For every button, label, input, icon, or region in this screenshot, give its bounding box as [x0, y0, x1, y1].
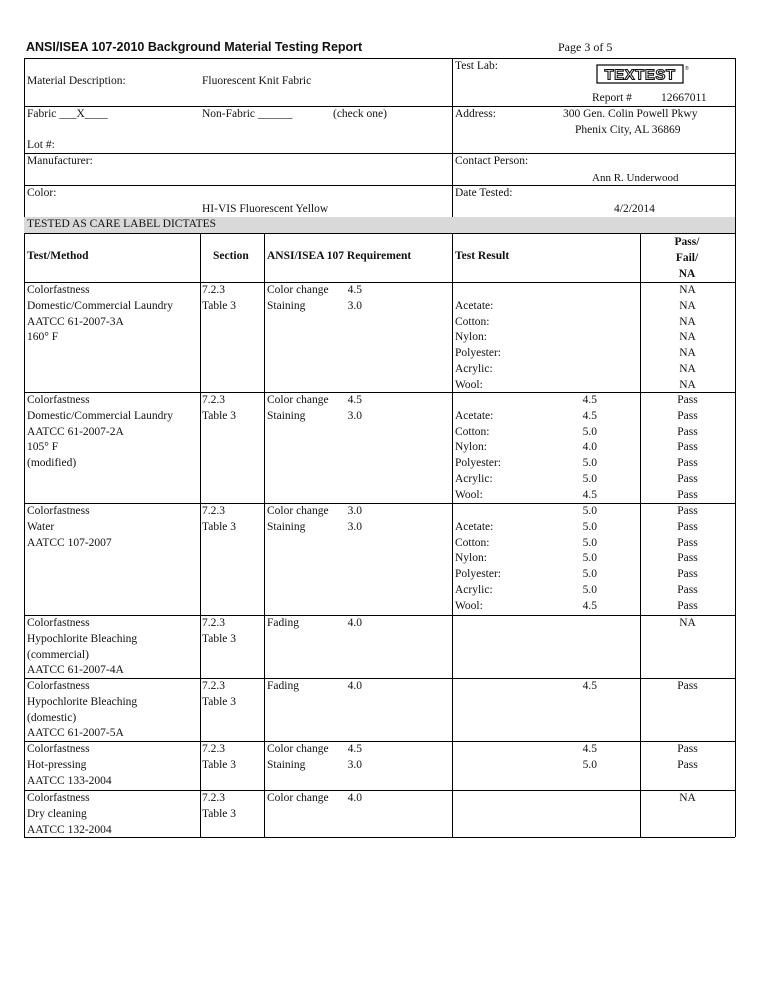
svg-text:®: ® — [685, 66, 689, 72]
textest-logo — [596, 62, 688, 86]
result-value: 5.0 — [582, 552, 597, 565]
pass-fail-status: Pass — [677, 758, 698, 771]
address-line-2: Phenix City, AL 36869 — [575, 124, 681, 136]
pass-fail-status: Pass — [677, 743, 698, 755]
pass-fail-status: Pass — [677, 599, 698, 612]
requirement-name: Staining — [267, 520, 306, 533]
pass-fail-status: NA — [679, 315, 696, 328]
row-rule — [24, 790, 735, 791]
result-label: Acrylic: — [455, 584, 493, 596]
requirement-value: 4.5 — [347, 743, 362, 755]
test-method-line: Colorfastness — [27, 284, 90, 296]
section-line: Table 3 — [202, 299, 237, 312]
requirement-value: 4.5 — [347, 394, 362, 406]
test-method-line: Colorfastness — [27, 743, 90, 755]
pass-fail-status: Pass — [677, 394, 698, 406]
section-line: Table 3 — [202, 520, 237, 533]
pass-fail-status: NA — [679, 299, 696, 312]
rule — [24, 106, 735, 107]
requirement-name: Fading — [267, 617, 299, 629]
rule — [24, 282, 735, 283]
rule — [24, 185, 735, 186]
address-label: Address: — [455, 108, 496, 120]
test-method-line: (modified) — [27, 457, 77, 470]
requirement-name: Staining — [267, 758, 306, 771]
page-number: Page 3 of 5 — [558, 40, 613, 54]
requirement-value: 3.0 — [347, 299, 362, 312]
row-rule — [24, 837, 735, 838]
test-lab-label: Test Lab: — [455, 60, 498, 72]
row-rule — [24, 503, 735, 504]
section-line: 7.2.3 — [202, 792, 225, 804]
requirement-value: 4.0 — [347, 792, 362, 804]
column-rule — [200, 233, 201, 837]
requirement-value: 4.0 — [347, 617, 362, 629]
date-tested-label: Date Tested: — [455, 187, 513, 199]
pass-fail-status: NA — [679, 331, 696, 344]
check-one-note: (check one) — [333, 108, 387, 120]
column-rule — [264, 233, 265, 837]
requirement-value: 4.5 — [347, 284, 362, 296]
result-label: Wool: — [455, 488, 483, 501]
col-pass-fail-na: Pass/ Fail/ NA — [674, 236, 700, 280]
pass-fail-status: Pass — [677, 473, 698, 485]
result-value: 4.5 — [582, 680, 597, 692]
requirement-value: 3.0 — [347, 409, 362, 422]
result-value: 5.0 — [582, 584, 597, 596]
test-method-line: AATCC 61-2007-2A — [27, 425, 124, 438]
pass-fail-status: Pass — [677, 441, 698, 454]
pass-fail-status: NA — [679, 347, 696, 360]
contact-person-label: Contact Person: — [455, 155, 529, 167]
result-label: Polyester: — [455, 347, 501, 360]
result-label: Acrylic: — [455, 363, 493, 375]
pass-fail-status: NA — [679, 284, 696, 296]
row-rule — [24, 741, 735, 742]
test-method-line: AATCC 61-2007-4A — [27, 664, 124, 677]
requirement-name: Color change — [267, 505, 329, 517]
test-method-line: Colorfastness — [27, 680, 90, 692]
result-label: Polyester: — [455, 568, 501, 581]
result-value: 5.0 — [582, 505, 597, 517]
pass-fail-status: Pass — [677, 680, 698, 692]
test-method-line: AATCC 132-2004 — [27, 823, 112, 836]
col-requirement: ANSI/ISEA 107 Requirement — [267, 250, 412, 262]
result-label: Wool: — [455, 378, 483, 391]
result-label: Acetate: — [455, 409, 494, 422]
test-method-line: Dry cleaning — [27, 807, 87, 820]
rule — [24, 58, 735, 59]
requirement-name: Staining — [267, 409, 306, 422]
care-label-heading: TESTED AS CARE LABEL DICTATES — [27, 218, 217, 230]
result-value: 4.5 — [582, 409, 597, 422]
test-method-line: 105° F — [27, 441, 59, 454]
material-description-value: Fluorescent Knit Fabric — [202, 75, 312, 87]
contact-person-value: Ann R. Underwood — [592, 172, 679, 184]
test-method-line: Hypochlorite Bleaching — [27, 695, 138, 708]
result-value: 4.0 — [582, 441, 597, 454]
col-test-result: Test Result — [455, 250, 510, 262]
pass-fail-status: Pass — [677, 425, 698, 438]
rule — [452, 58, 453, 217]
section-line: Table 3 — [202, 409, 237, 422]
requirement-name: Color change — [267, 284, 329, 296]
test-method-line: AATCC 61-2007-5A — [27, 727, 124, 740]
pass-fail-status: Pass — [677, 457, 698, 470]
section-line: Table 3 — [202, 695, 237, 708]
color-value: HI-VIS Fluorescent Yellow — [202, 203, 329, 215]
column-rule — [452, 233, 453, 837]
test-method-line: Domestic/Commercial Laundry — [27, 409, 173, 422]
col-test-method: Test/Method — [27, 250, 89, 262]
test-method-line: Colorfastness — [27, 505, 90, 517]
section-line: Table 3 — [202, 632, 237, 645]
non-fabric-check: Non-Fabric ______ — [202, 108, 293, 120]
section-line: Table 3 — [202, 807, 237, 820]
test-method-line: Hot-pressing — [27, 758, 87, 771]
test-method-line: (domestic) — [27, 711, 77, 724]
result-value: 4.5 — [582, 599, 597, 612]
result-label: Acetate: — [455, 299, 494, 312]
test-method-line: Hypochlorite Bleaching — [27, 632, 138, 645]
result-label: Polyester: — [455, 457, 501, 470]
pass-fail-status: Pass — [677, 568, 698, 581]
rule — [24, 58, 25, 837]
requirement-value: 3.0 — [347, 520, 362, 533]
requirement-value: 4.0 — [347, 680, 362, 692]
pass-fail-status: NA — [679, 792, 696, 804]
result-value: 4.5 — [582, 488, 597, 501]
material-description-label: Material Description: — [27, 75, 126, 87]
row-rule — [24, 678, 735, 679]
row-rule — [24, 615, 735, 616]
rule — [24, 153, 735, 154]
color-label: Color: — [27, 187, 57, 199]
address-line-1: 300 Gen. Colin Powell Pkwy — [563, 108, 698, 120]
result-value: 5.0 — [582, 536, 597, 549]
result-label: Cotton: — [455, 425, 490, 438]
requirement-name: Fading — [267, 680, 299, 692]
test-method-line: 160° F — [27, 331, 59, 344]
test-method-line: Colorfastness — [27, 394, 90, 406]
section-line: 7.2.3 — [202, 680, 225, 692]
test-method-line: Domestic/Commercial Laundry — [27, 299, 173, 312]
pass-fail-status: Pass — [677, 409, 698, 422]
result-value: 5.0 — [582, 520, 597, 533]
result-value: 5.0 — [582, 457, 597, 470]
requirement-value: 3.0 — [347, 505, 362, 517]
result-label: Cotton: — [455, 315, 490, 328]
report-title: ANSI/ISEA 107-2010 Background Material Testing Report — [26, 40, 363, 54]
requirement-name: Color change — [267, 394, 329, 406]
report-number: 12667011 — [661, 92, 707, 104]
rule — [735, 58, 736, 837]
pass-fail-status: Pass — [677, 552, 698, 565]
result-label: Nylon: — [455, 552, 487, 565]
pass-fail-status: Pass — [677, 488, 698, 501]
section-line: 7.2.3 — [202, 743, 225, 755]
test-method-line: AATCC 133-2004 — [27, 774, 112, 787]
row-rule — [24, 392, 735, 393]
result-value: 5.0 — [582, 568, 597, 581]
section-line: 7.2.3 — [202, 505, 225, 517]
result-label: Acetate: — [455, 520, 494, 533]
test-method-line: AATCC 107-2007 — [27, 536, 112, 549]
result-label: Acrylic: — [455, 473, 493, 485]
col-section: Section — [213, 250, 249, 262]
report-number-label: Report # — [592, 92, 632, 104]
result-value: 4.5 — [582, 743, 597, 755]
test-method-line: AATCC 61-2007-3A — [27, 315, 124, 328]
pass-fail-status: Pass — [677, 536, 698, 549]
test-method-line: Colorfastness — [27, 617, 90, 629]
pass-fail-status: NA — [679, 617, 696, 629]
section-line: 7.2.3 — [202, 284, 225, 296]
pass-fail-status: Pass — [677, 505, 698, 517]
result-value: 5.0 — [582, 758, 597, 771]
fabric-check: Fabric ___X____ — [27, 108, 108, 120]
requirement-value: 3.0 — [347, 758, 362, 771]
result-value: 5.0 — [582, 425, 597, 438]
result-label: Nylon: — [455, 441, 487, 454]
section-line: 7.2.3 — [202, 617, 225, 629]
result-label: Cotton: — [455, 536, 490, 549]
result-value: 4.5 — [582, 394, 597, 406]
test-method-line: Water — [27, 520, 55, 533]
section-line: Table 3 — [202, 758, 237, 771]
pass-fail-status: Pass — [677, 584, 698, 596]
requirement-name: Staining — [267, 299, 306, 312]
date-tested-value: 4/2/2014 — [614, 203, 655, 215]
test-method-line: (commercial) — [27, 648, 89, 661]
requirement-name: Color change — [267, 743, 329, 755]
lot-label: Lot #: — [27, 139, 55, 151]
result-label: Wool: — [455, 599, 483, 612]
result-label: Nylon: — [455, 331, 487, 344]
pass-fail-status: Pass — [677, 520, 698, 533]
result-value: 5.0 — [582, 473, 597, 485]
test-method-line: Colorfastness — [27, 792, 90, 804]
pass-fail-status: NA — [679, 378, 696, 391]
section-line: 7.2.3 — [202, 394, 225, 406]
logo-text: TEXTEST — [604, 66, 676, 84]
pass-fail-status: NA — [679, 363, 696, 375]
manufacturer-label: Manufacturer: — [27, 155, 93, 167]
rule — [24, 233, 735, 234]
requirement-name: Color change — [267, 792, 329, 804]
